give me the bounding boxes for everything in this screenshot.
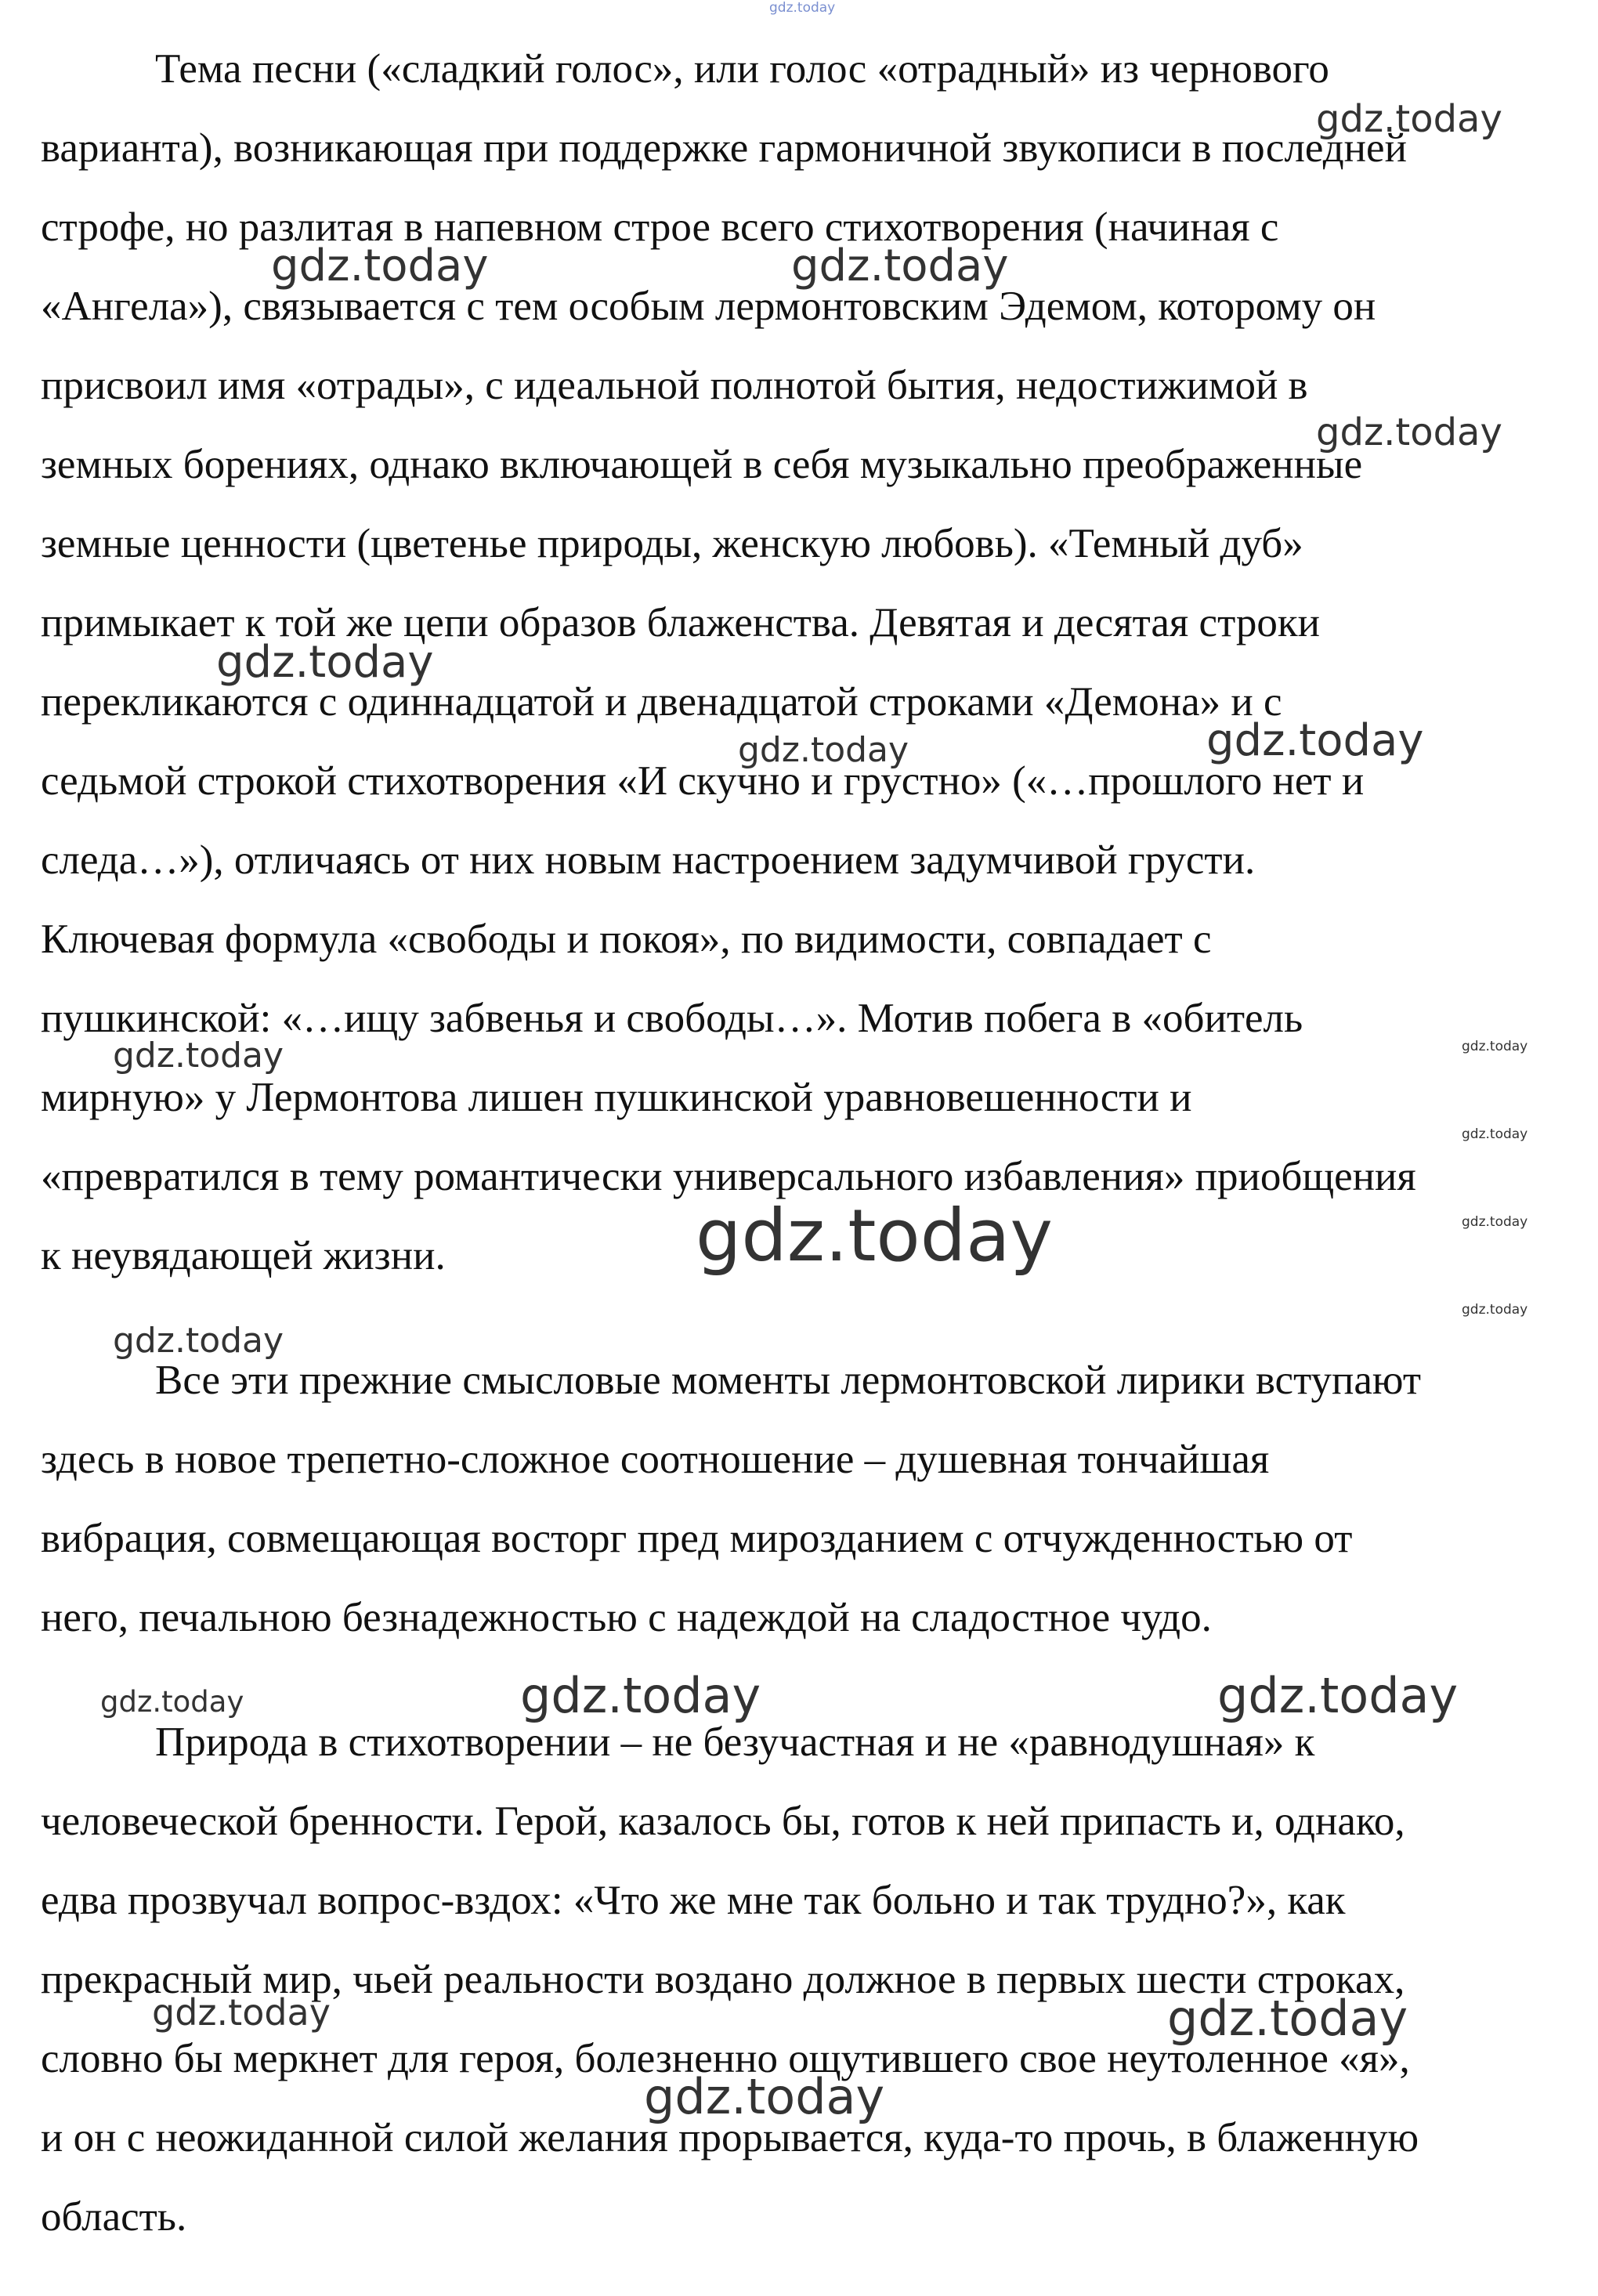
watermark: gdz.today: [1462, 1214, 1528, 1230]
text-line: «Ангела»), связывается с тем особым лермонтовским Эдемом, которому он: [41, 284, 1376, 329]
watermark: gdz.today: [100, 1685, 244, 1719]
text-line: варианта), возникающая при поддержке гармоничной звукописи в последней: [41, 125, 1407, 171]
text-line: мирную» у Лермонтова лишен пушкинской уравновешенности и: [41, 1075, 1192, 1120]
watermark: gdz.today: [791, 240, 1009, 291]
text-line: область.: [41, 2194, 187, 2240]
watermark: gdz.today: [1316, 410, 1502, 454]
text-line: пушкинской: «…ищу забвенья и свободы…». Мотив побега в «обитель: [41, 996, 1303, 1041]
text-line: седьмой строкой стихотворения «И скучно и грустно» («…прошлого нет и: [41, 758, 1365, 804]
watermark: gdz.today: [1462, 1302, 1528, 1318]
watermark: gdz.today: [1167, 1990, 1408, 2047]
text-line: земных борениях, однако включающей в себя музыкально преображенные: [41, 442, 1363, 487]
text-line: него, печальною безнадежностью с надеждой на сладостное чудо.: [41, 1595, 1212, 1640]
watermark: gdz.today: [1206, 715, 1424, 766]
text-line: Ключевая формула «свободы и покоя», по видимости, совпадает с: [41, 917, 1212, 962]
watermark: gdz.today: [1316, 97, 1502, 141]
text-line: строфе, но разлитая в напевном строе всего стихотворения (начиная с: [41, 204, 1279, 250]
text-line: Природа в стихотворении – не безучастная и не «равнодушная» к: [155, 1719, 1315, 1765]
watermark: gdz.today: [1462, 1126, 1528, 1142]
watermark: gdz.today: [644, 2068, 885, 2125]
text-line: здесь в новое трепетно-сложное соотношение – душевная тончайшая: [41, 1437, 1270, 1482]
watermark: gdz.today: [520, 1667, 761, 1724]
text-line: примыкает к той же цепи образов блаженства. Девятая и десятая строки: [41, 600, 1320, 645]
text-line: земные ценности (цветенье природы, женскую любовь). «Темный дуб»: [41, 521, 1303, 566]
text-line: и он с неожиданной силой желания прорывается, куда-то прочь, в блаженную: [41, 2115, 1419, 2160]
watermark: gdz.today: [1462, 1039, 1528, 1054]
watermark: gdz.today: [1217, 1667, 1459, 1724]
watermark: gdz.today: [271, 240, 489, 291]
watermark: gdz.today: [152, 1991, 331, 2034]
watermark: gdz.today: [113, 1321, 284, 1361]
text-line: словно бы меркнет для героя, болезненно ощутившего свое неутоленное «я»,: [41, 2036, 1410, 2081]
text-line: перекликаются с одиннадцатой и двенадцатой строками «Демона» и с: [41, 679, 1282, 725]
text-line: человеческой бренности. Герой, казалось бы, готов к ней припасть и, однако,: [41, 1799, 1405, 1844]
watermark: gdz.today: [216, 637, 434, 688]
text-line: присвоил имя «отрады», с идеальной полнотой бытия, недостижимой в: [41, 363, 1308, 408]
text-line: Все эти прежние смысловые моменты лермонтовской лирики вступают: [155, 1358, 1421, 1403]
text-line: Тема песни («сладкий голос», или голос «отрадный» из чернового: [155, 46, 1329, 92]
watermark: gdz.today: [696, 1194, 1053, 1278]
text-line: едва прозвучал вопрос-вздох: «Что же мне так больно и так трудно?», как: [41, 1878, 1346, 1923]
watermark: gdz.today: [769, 0, 836, 16]
text-line: прекрасный мир, чьей реальности воздано должное в первых шести строках,: [41, 1957, 1405, 2002]
text-line: вибрация, совмещающая восторг пред мирозданием с отчужденностью от: [41, 1516, 1353, 1561]
text-line: следа…»), отличаясь от них новым настроением задумчивой грусти.: [41, 837, 1256, 883]
watermark: gdz.today: [113, 1036, 284, 1076]
text-line: к неувядающей жизни.: [41, 1233, 446, 1278]
text-line: «превратился в тему романтически универсального избавления» приобщения: [41, 1154, 1416, 1199]
watermark: gdz.today: [738, 730, 909, 770]
